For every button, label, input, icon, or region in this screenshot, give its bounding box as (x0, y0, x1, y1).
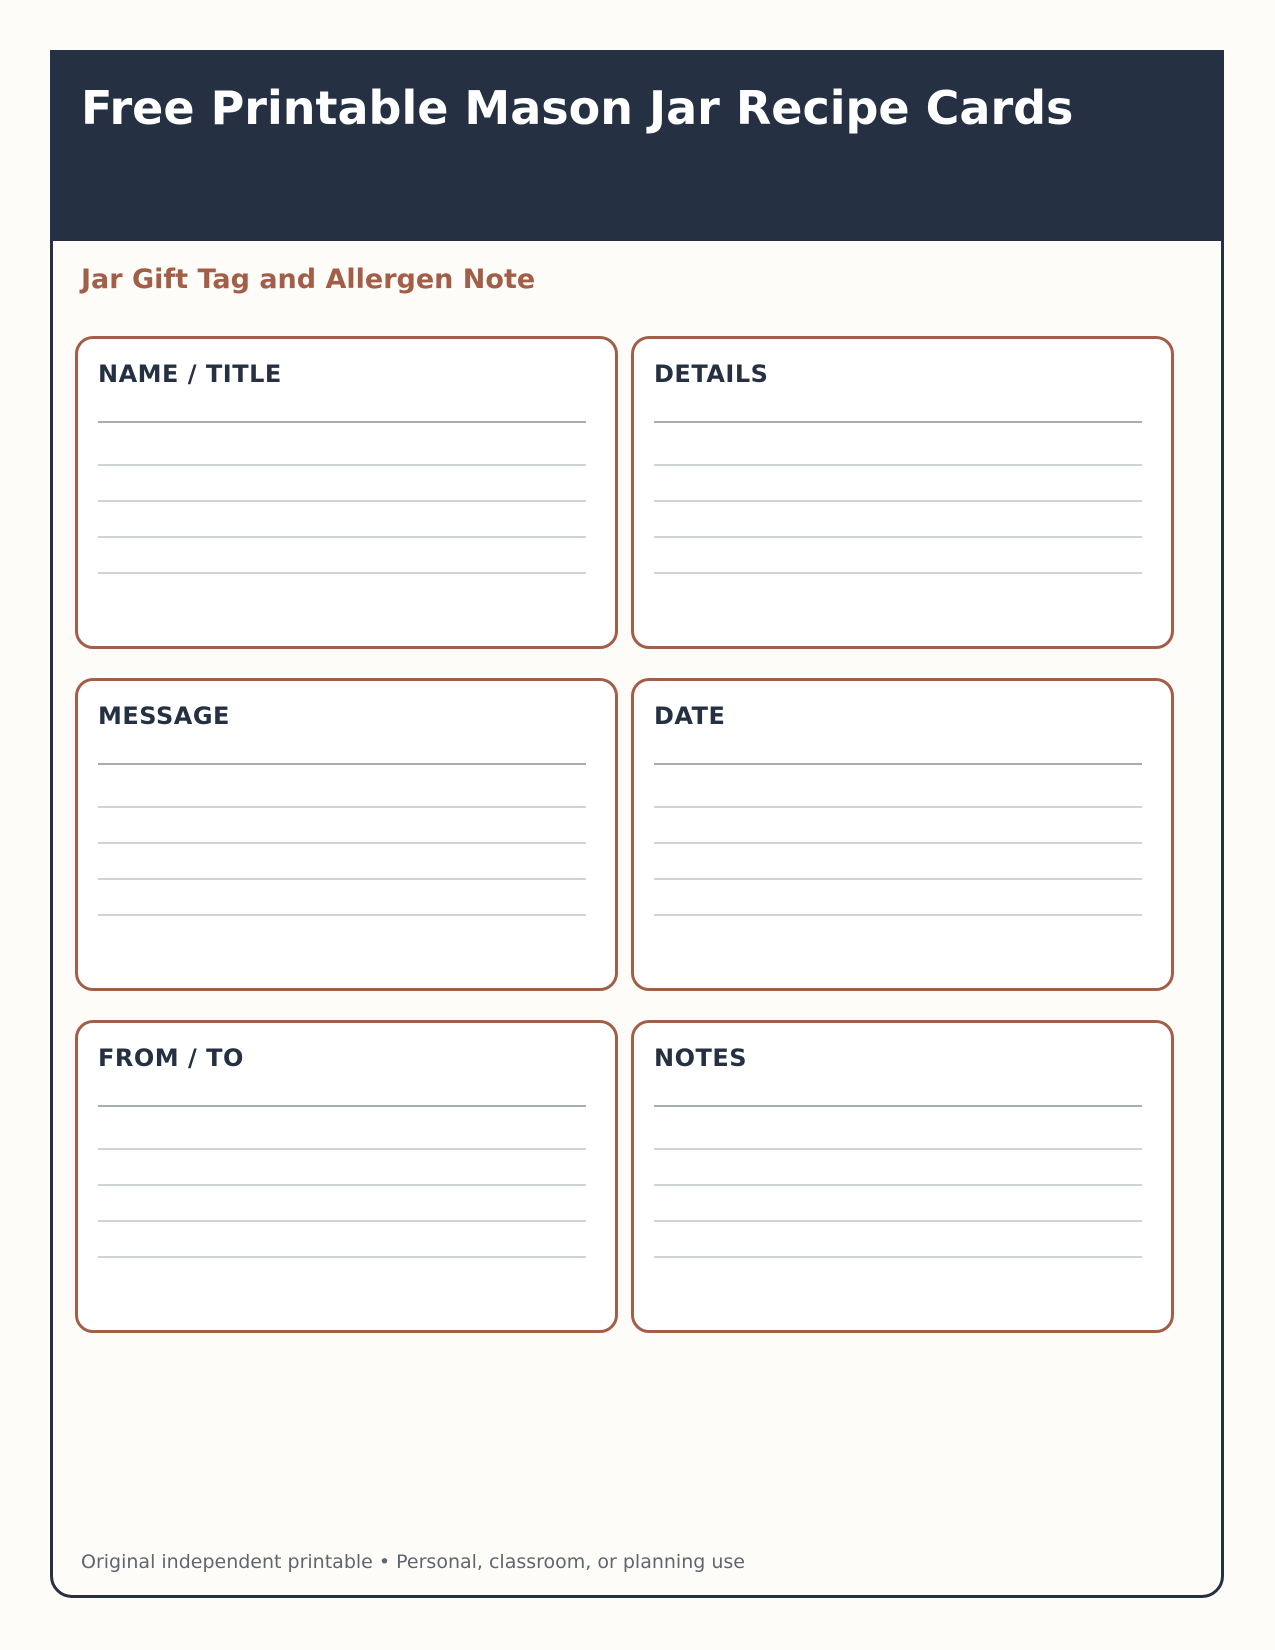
card-label: MESSAGE (98, 702, 230, 730)
writing-line (654, 914, 1142, 916)
writing-line (98, 1220, 586, 1222)
writing-line (654, 1148, 1142, 1150)
writing-line (654, 1184, 1142, 1186)
writing-line (654, 1105, 1142, 1107)
writing-line (98, 572, 586, 574)
card-label: NOTES (654, 1044, 748, 1072)
writing-line (98, 464, 586, 466)
writing-line (98, 842, 586, 844)
card-label: FROM / TO (98, 1044, 244, 1072)
page-footer: Original independent printable • Personal, classroom, or planning use (81, 1551, 745, 1573)
page-subtitle: Jar Gift Tag and Allergen Note (81, 264, 536, 295)
writing-line (654, 878, 1142, 880)
page-title: Free Printable Mason Jar Recipe Cards (81, 81, 1074, 135)
card-label: NAME / TITLE (98, 360, 282, 388)
writing-line (98, 421, 586, 423)
card-label: DATE (654, 702, 726, 730)
writing-line (98, 1148, 586, 1150)
writing-line (654, 1256, 1142, 1258)
card-date (631, 678, 1174, 991)
writing-line (654, 572, 1142, 574)
writing-line (654, 464, 1142, 466)
recipe-card-sheet (50, 50, 1224, 1598)
writing-line (98, 500, 586, 502)
writing-line (654, 842, 1142, 844)
writing-line (98, 536, 586, 538)
card-details (631, 336, 1174, 649)
writing-line (98, 1256, 586, 1258)
writing-line (98, 878, 586, 880)
card-name-title (75, 336, 618, 649)
card-label: DETAILS (654, 360, 769, 388)
writing-line (654, 1220, 1142, 1222)
writing-line (654, 536, 1142, 538)
writing-line (654, 763, 1142, 765)
header-banner (53, 53, 1221, 241)
card-from-to (75, 1020, 618, 1333)
card-notes (631, 1020, 1174, 1333)
writing-line (98, 806, 586, 808)
writing-line (654, 500, 1142, 502)
writing-line (98, 914, 586, 916)
writing-line (98, 1184, 586, 1186)
card-message (75, 678, 618, 991)
writing-line (98, 763, 586, 765)
writing-line (98, 1105, 586, 1107)
writing-line (654, 806, 1142, 808)
writing-line (654, 421, 1142, 423)
